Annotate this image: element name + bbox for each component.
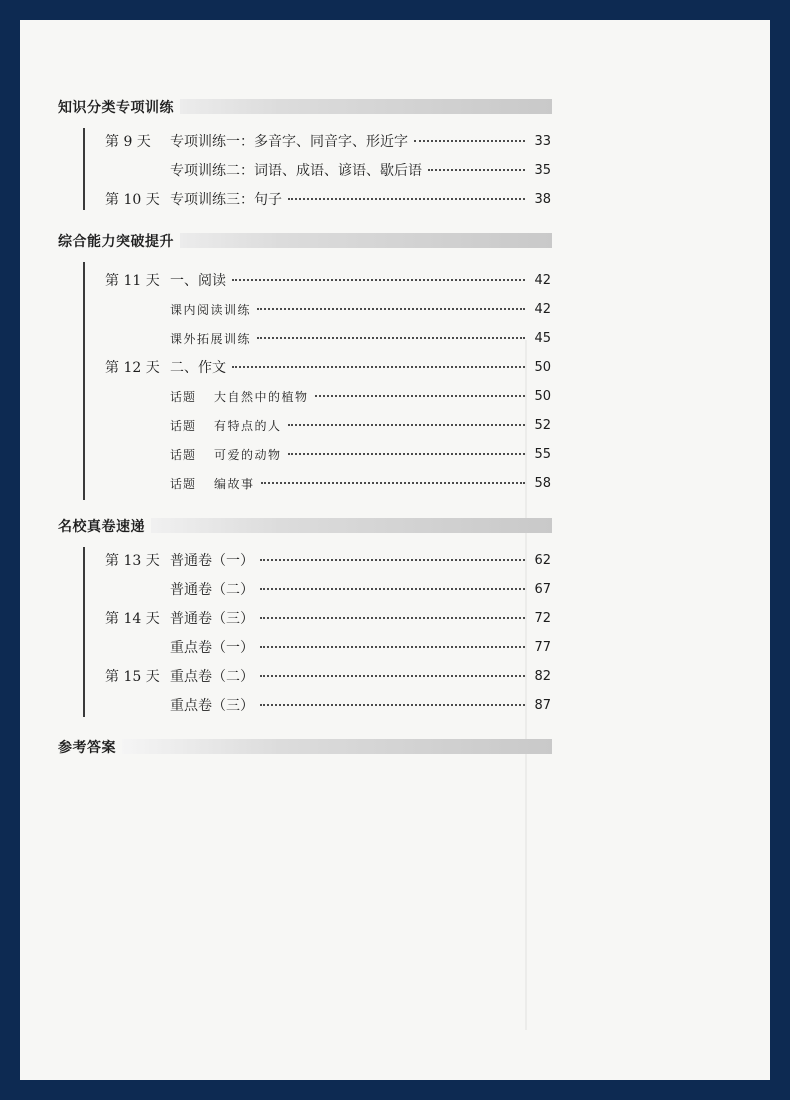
day-label: 第 12 天	[105, 360, 160, 376]
section-bracket-line	[83, 262, 85, 500]
section-bracket-line	[83, 128, 85, 210]
section-title: 知识分类专项训练	[58, 98, 180, 118]
toc-entry[interactable]	[105, 357, 551, 377]
page-number: 55	[534, 446, 551, 462]
dot-leader	[232, 275, 525, 281]
day-label: 第 15 天	[105, 669, 160, 685]
day-label: 第 11 天	[105, 273, 160, 289]
page-number: 77	[534, 639, 551, 655]
dot-leader	[315, 391, 525, 397]
dot-leader	[260, 584, 525, 590]
page-number: 45	[534, 330, 551, 346]
section-header-bar	[58, 739, 552, 754]
topic-label: 话题	[170, 447, 197, 462]
page-number: 42	[534, 272, 551, 288]
toc-entry[interactable]	[105, 666, 551, 686]
dot-leader	[260, 642, 525, 648]
page-number: 42	[534, 301, 551, 317]
entry-title: 专项训练一：多音字、同音字、形近字	[170, 134, 408, 150]
entry-title: 专项训练三：句子	[170, 192, 282, 208]
page-number: 38	[534, 191, 551, 207]
section-header-exam-papers	[58, 516, 552, 536]
page-number: 52	[534, 417, 551, 433]
topic-label: 话题	[170, 476, 197, 491]
section-title: 参考答案	[58, 738, 122, 758]
entry-title: 普通卷（三）	[170, 611, 254, 627]
section-header-comprehensive	[58, 231, 552, 251]
dot-leader	[288, 194, 525, 200]
entry-title: 编故事	[214, 476, 255, 491]
section-header-answers[interactable]	[58, 737, 552, 757]
entry-title: 重点卷（三）	[170, 698, 254, 714]
page-number: 58	[534, 475, 551, 491]
dot-leader	[260, 555, 525, 561]
page-number: 87	[534, 697, 551, 713]
toc-entry[interactable]	[105, 608, 551, 628]
dot-leader	[428, 165, 525, 171]
toc-entry[interactable]	[105, 579, 551, 599]
section-header-knowledge-training	[58, 97, 552, 117]
day-label: 第 14 天	[105, 611, 160, 627]
toc-entry[interactable]	[105, 550, 551, 570]
entry-title: 普通卷（一）	[170, 553, 254, 569]
toc-entry[interactable]	[105, 695, 551, 715]
entry-title: 课外拓展训练	[170, 331, 252, 346]
toc-entry[interactable]	[105, 415, 551, 435]
entry-title: 重点卷（一）	[170, 640, 254, 656]
dot-leader	[261, 478, 525, 484]
toc-entry[interactable]	[105, 444, 551, 464]
day-label: 第 10 天	[105, 192, 160, 208]
dot-leader	[288, 420, 525, 426]
dot-leader	[257, 304, 525, 310]
page-number: 67	[534, 581, 551, 597]
entry-title: 重点卷（二）	[170, 669, 254, 685]
page-number: 72	[534, 610, 551, 626]
entry-title: 大自然中的植物	[214, 389, 309, 404]
entry-title: 有特点的人	[214, 418, 282, 433]
dot-leader	[288, 449, 525, 455]
dot-leader	[232, 362, 525, 368]
dot-leader	[414, 136, 525, 142]
toc-entry[interactable]	[105, 328, 551, 348]
toc-entry[interactable]	[105, 131, 551, 151]
dot-leader	[260, 671, 525, 677]
entry-title: 二、作文	[170, 360, 226, 376]
entry-title: 可爱的动物	[214, 447, 282, 462]
day-label: 第 13 天	[105, 553, 160, 569]
toc-entry[interactable]	[105, 473, 551, 493]
page-number: 50	[534, 388, 551, 404]
page-number: 50	[534, 359, 551, 375]
toc-entry[interactable]	[105, 299, 551, 319]
page-number: 82	[534, 668, 551, 684]
section-title: 综合能力突破提升	[58, 232, 180, 252]
day-label: 第 9 天	[105, 134, 151, 150]
section-title: 名校真卷速递	[58, 517, 151, 537]
toc-entry[interactable]	[105, 270, 551, 290]
toc-entry[interactable]	[105, 160, 551, 180]
page-number: 62	[534, 552, 551, 568]
section-bracket-line	[83, 547, 85, 717]
entry-title: 普通卷（二）	[170, 582, 254, 598]
dot-leader	[257, 333, 525, 339]
toc-entry[interactable]	[105, 386, 551, 406]
dot-leader	[260, 613, 525, 619]
toc-entry[interactable]	[105, 637, 551, 657]
entry-title: 一、阅读	[170, 273, 226, 289]
topic-label: 话题	[170, 418, 197, 433]
entry-title: 课内阅读训练	[170, 302, 252, 317]
page-number: 33	[534, 133, 551, 149]
topic-label: 话题	[170, 389, 197, 404]
page-number: 35	[534, 162, 551, 178]
dot-leader	[260, 700, 525, 706]
toc-entry[interactable]	[105, 189, 551, 209]
entry-title: 专项训练二：词语、成语、谚语、歇后语	[170, 163, 422, 179]
document-page	[20, 20, 770, 1080]
